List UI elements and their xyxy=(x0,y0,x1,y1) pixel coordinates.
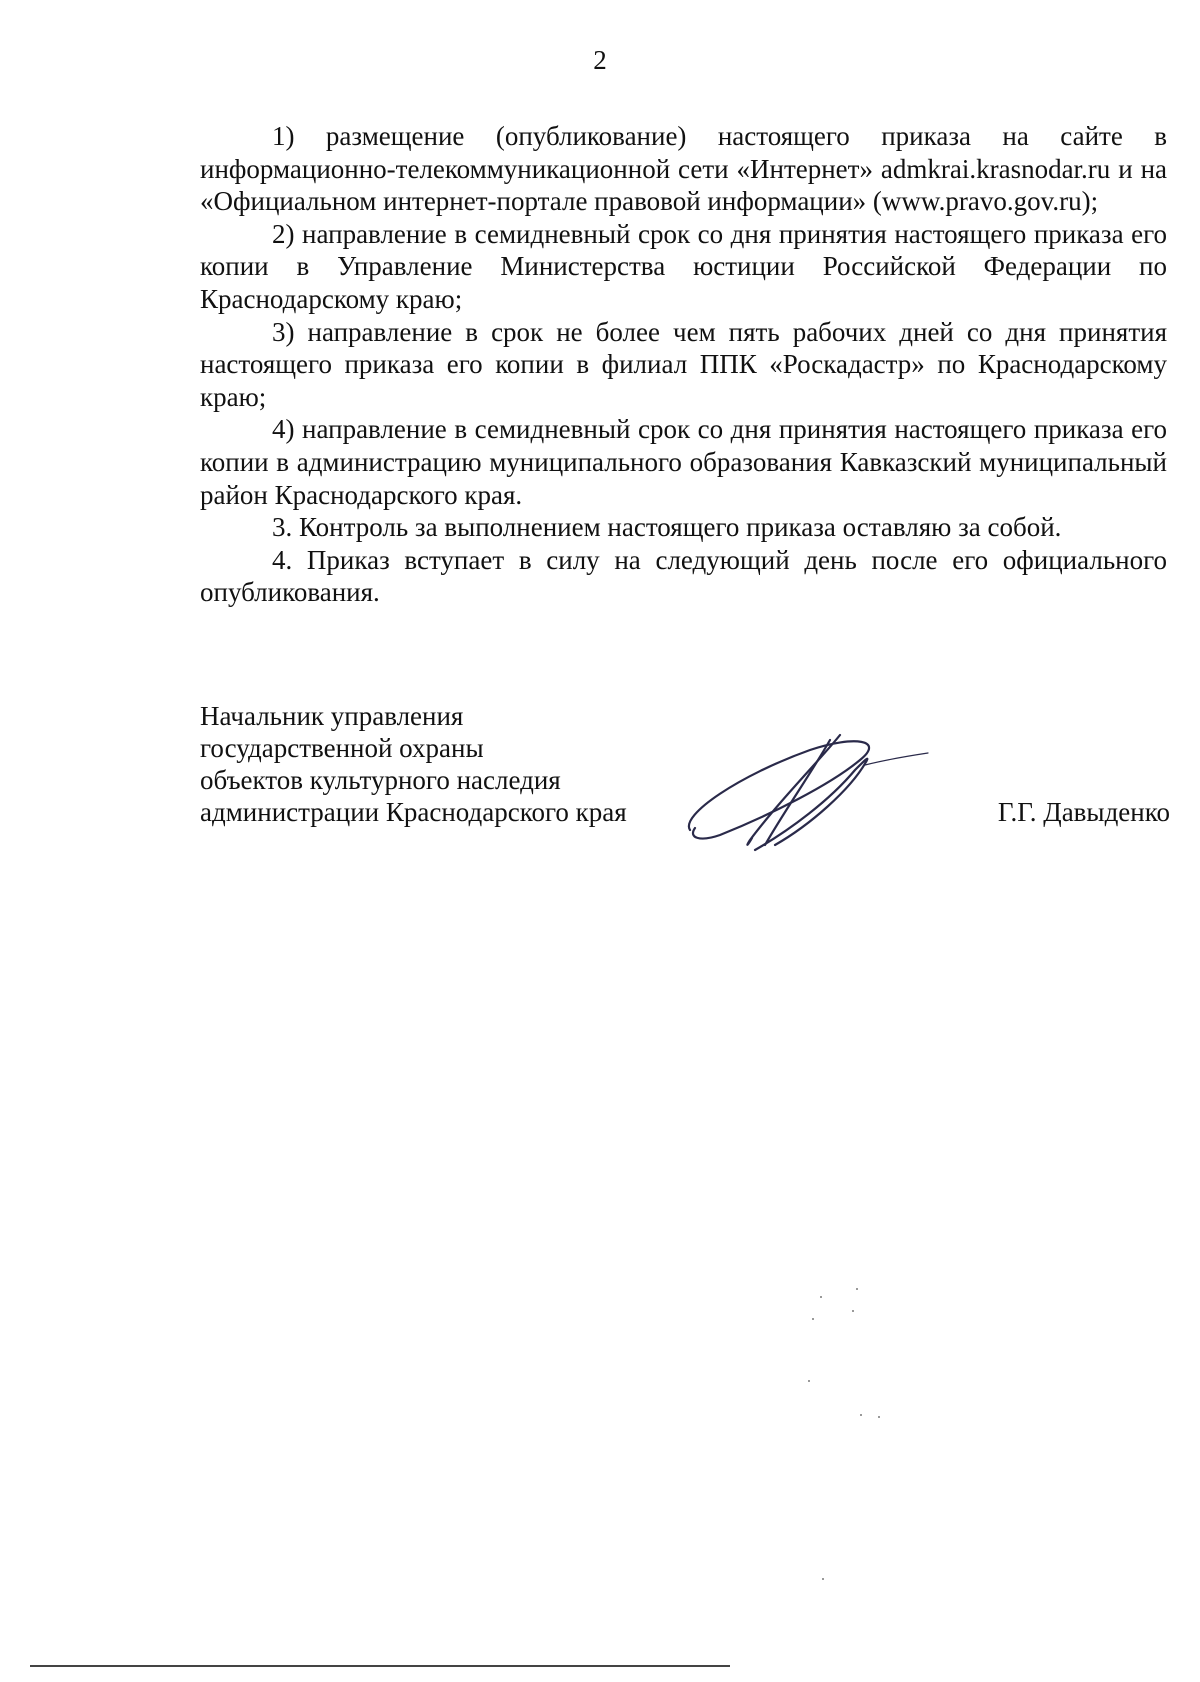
bottom-rule xyxy=(30,1665,730,1667)
signatory-name: Г.Г. Давыденко xyxy=(997,797,1170,827)
list-item-justice-ministry: 2) направление в семидневный срок со дня принятия настоящего приказа его копии в Управление Министерства юстиции Российской Федерации по Краснодарскому краю; xyxy=(200,218,1167,314)
scan-speck xyxy=(856,1288,858,1290)
signatory-title-line: государственной охраны xyxy=(200,733,484,763)
scan-speck xyxy=(812,1318,814,1320)
scan-speck xyxy=(860,1414,862,1416)
scan-speck xyxy=(878,1416,880,1418)
signatory-title xyxy=(200,700,627,828)
scan-speck xyxy=(820,1296,822,1298)
scan-speck xyxy=(808,1380,810,1382)
handwritten-signature xyxy=(680,720,930,860)
scan-speck xyxy=(852,1310,854,1312)
page-number: 2 xyxy=(593,45,607,75)
list-item-roskadastr: 3) направление в срок не более чем пять рабочих дней со дня принятия настоящего приказа его копии в филиал ППК «Роскадастр» по Краснодарскому краю; xyxy=(200,316,1167,412)
document-body xyxy=(200,120,1167,609)
list-item-publication: 1) размещение (опубликование) настоящего приказа на сайте в информационно-телекоммуникационной сети «Интернет» admkrai.krasnodar.ru и на «Официальном интернет-портале правовой информации» (www.pravo.gov.ru); xyxy=(200,121,1167,217)
signatory-title-line: объектов культурного наследия xyxy=(200,765,561,795)
signatory-title-line: администрации Краснодарского края xyxy=(200,797,627,827)
clause-control: 3. Контроль за выполнением настоящего приказа оставляю за собой. xyxy=(272,512,1062,543)
list-item-municipal-administration: 4) направление в семидневный срок со дня принятия настоящего приказа его копии в администрацию муниципального образования Кавказский муниципальный район Краснодарского края. xyxy=(200,414,1167,510)
scan-speck xyxy=(822,1578,824,1580)
signatory-title-line: Начальник управления xyxy=(200,701,464,731)
clause-entry-into-force: 4. Приказ вступает в силу на следующий день после его официального опубликования. xyxy=(200,544,1167,608)
